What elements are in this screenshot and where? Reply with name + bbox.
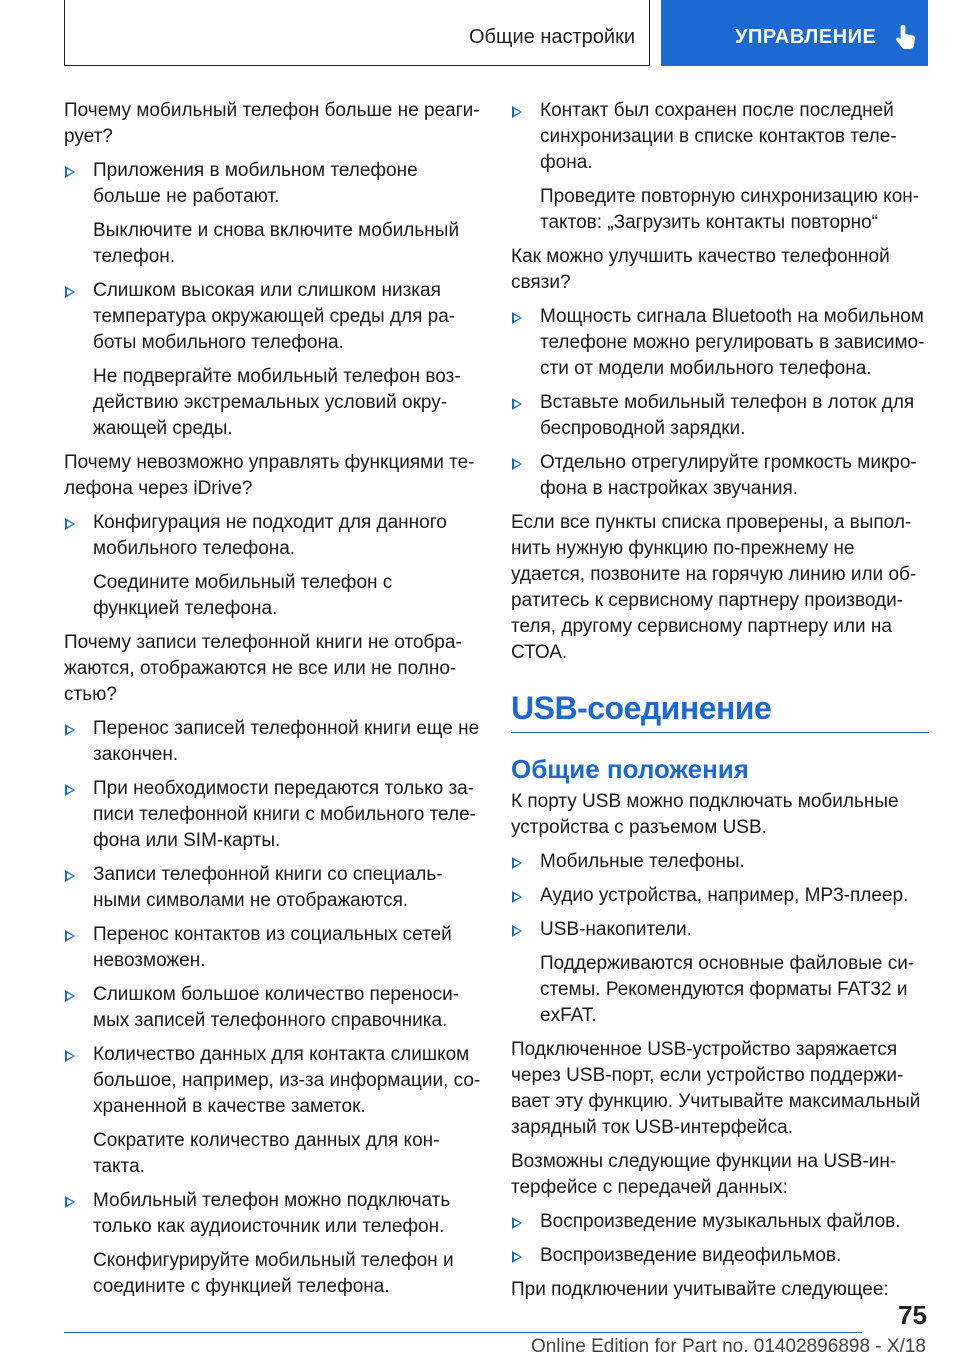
list-item	[64, 922, 482, 974]
triangle-bullet-icon	[65, 166, 75, 178]
list-item	[511, 304, 929, 382]
list-item-text: Слишком высокая или слишком низкая температура окружающей среды для работы мобильного телефона.	[93, 280, 456, 353]
paragraph: При подключении учитывайте следующее:	[511, 1279, 889, 1300]
list-item-text: Перенос контактов из социальных сетей невозможен.	[93, 924, 452, 971]
list-item-text: Перенос записей телефонной книги еще не закончен.	[93, 718, 480, 765]
list-item	[64, 776, 482, 854]
list-item-text: Воспроизведение видеофильмов.	[540, 1245, 842, 1266]
list-item-instruction: Не подвергайте мобильный телефон воздействию экстремальных условий окружающей среды.	[93, 366, 461, 439]
list-item	[511, 390, 929, 442]
triangle-bullet-icon	[512, 458, 522, 470]
list-item-text: Мощность сигнала Bluetooth на мобильном телефоне можно регулировать в зависимости от модели мобильного телефона.	[540, 306, 925, 379]
list-item-text: Контакт был сохранен после последней синхронизации в списке контактов телефона.	[540, 100, 897, 173]
list-item-text: Вставьте мобильный телефон в лоток для беспроводной зарядки.	[540, 392, 915, 439]
list-item-instruction: Поддерживаются основные файловые системы. Рекомендуются форматы FAT32 и exFAT.	[540, 953, 915, 1026]
list-item	[511, 849, 929, 875]
list-item-text: Отдельно отрегулируйте громкость микрофона в настройках звучания.	[540, 452, 917, 499]
triangle-bullet-icon	[65, 784, 75, 796]
list-item	[511, 1243, 929, 1269]
list-item	[64, 982, 482, 1034]
page-header	[64, 0, 928, 66]
list-item-instruction: Выключите и снова включите мобильный телефон.	[93, 220, 460, 267]
paragraph: Почему мобильный телефон больше не реагирует?	[64, 100, 480, 147]
footer-edition: Online Edition for Part no. 01402896898 - X/18	[530, 1336, 926, 1357]
list-item	[511, 450, 929, 502]
list-item-text: При необходимости передаются только записи телефонной книги с мобильного телефона или SIM-карты.	[93, 778, 476, 851]
triangle-bullet-icon	[65, 286, 75, 298]
list-item	[511, 98, 929, 236]
list-item-text: Приложения в мобильном телефоне больше не работают.	[93, 160, 418, 207]
list-item	[64, 158, 482, 270]
triangle-bullet-icon	[65, 518, 75, 530]
list-item	[64, 278, 482, 442]
list-item	[64, 1042, 482, 1180]
triangle-bullet-icon	[65, 1196, 75, 1208]
paragraph: Подключенное USB-устройство заряжается через USB-порт, если устройство поддерживает эту функцию. Учитывайте максимальный зарядный ток USB-интерфейса.	[511, 1039, 921, 1138]
paragraph: Если все пункты списка проверены, а выполнить нужную функцию по-прежнему не удается, позвоните на горячую линию или обратитесь к сервисному партнеру производителя, другому сервисному партнеру или на СТОА.	[511, 512, 917, 663]
list-item-text: Мобильные телефоны.	[540, 851, 745, 872]
triangle-bullet-icon	[512, 1251, 522, 1263]
list-item-text: Аудио устройства, например, MP3-плеер.	[540, 885, 909, 906]
triangle-bullet-icon	[65, 990, 75, 1002]
triangle-bullet-icon	[512, 1217, 522, 1229]
list-item	[64, 862, 482, 914]
list-item-instruction: Сконфигурируйте мобильный телефон и соедините с функцией телефона.	[93, 1250, 454, 1297]
list-item	[511, 1209, 929, 1235]
list-item	[64, 1188, 482, 1300]
list-item-text: Записи телефонной книги со специальными символами не отображаются.	[93, 864, 443, 911]
list-item-text: Воспроизведение музыкальных файлов.	[540, 1211, 901, 1232]
section-heading: USB-соединение	[511, 688, 929, 733]
list-item-instruction: Соедините мобильный телефон с функцией телефона.	[93, 572, 393, 619]
list-item-text: Мобильный телефон можно подключать только как аудиоисточник или телефон.	[93, 1190, 451, 1237]
paragraph: Почему записи телефонной книги не отображаются, отображаются не все или не полностью?	[64, 632, 462, 705]
header-chapter-box	[661, 0, 928, 66]
list-item-text: USB-накопители.	[540, 919, 692, 940]
triangle-bullet-icon	[65, 1050, 75, 1062]
triangle-bullet-icon	[512, 891, 522, 903]
list-item	[64, 716, 482, 768]
triangle-bullet-icon	[512, 106, 522, 118]
subsection-heading: Общие положения	[511, 754, 749, 784]
header-section-label: Общие настройки	[469, 26, 635, 48]
list-item-text: Слишком большое количество переносимых записей телефонного справочника.	[93, 984, 460, 1031]
list-item	[511, 917, 929, 1029]
paragraph: Почему невозможно управлять функциями телефона через iDrive?	[64, 452, 475, 499]
triangle-bullet-icon	[512, 857, 522, 869]
list-item-text: Количество данных для контакта слишком большое, например, из-за информации, сохраненной в качестве заметок.	[93, 1044, 481, 1117]
header-chapter-label: УПРАВЛЕНИЕ	[735, 26, 877, 48]
triangle-bullet-icon	[65, 724, 75, 736]
paragraph: Возможны следующие функции на USB-интерфейсе с передачей данных:	[511, 1151, 897, 1198]
footer-divider	[64, 1332, 862, 1333]
triangle-bullet-icon	[65, 930, 75, 942]
list-item-instruction: Проведите повторную синхронизацию контактов: „Загрузить контакты повторно“	[540, 186, 920, 233]
triangle-bullet-icon	[512, 398, 522, 410]
header-section-box	[64, 0, 650, 66]
paragraph: Как можно улучшить качество телефонной связи?	[511, 246, 890, 293]
list-item	[64, 510, 482, 622]
hand-pointer-icon	[895, 24, 917, 50]
paragraph: К порту USB можно подключать мобильные устройства с разъемом USB.	[511, 791, 899, 838]
list-item-text: Конфигурация не подходит для данного мобильного телефона.	[93, 512, 447, 559]
triangle-bullet-icon	[512, 312, 522, 324]
left-column	[64, 98, 482, 1308]
triangle-bullet-icon	[512, 925, 522, 937]
list-item	[511, 883, 929, 909]
list-item-instruction: Сократите количество данных для контакта.	[93, 1130, 440, 1177]
triangle-bullet-icon	[65, 870, 75, 882]
right-column	[511, 98, 929, 1311]
page-number: 75	[898, 1300, 927, 1330]
